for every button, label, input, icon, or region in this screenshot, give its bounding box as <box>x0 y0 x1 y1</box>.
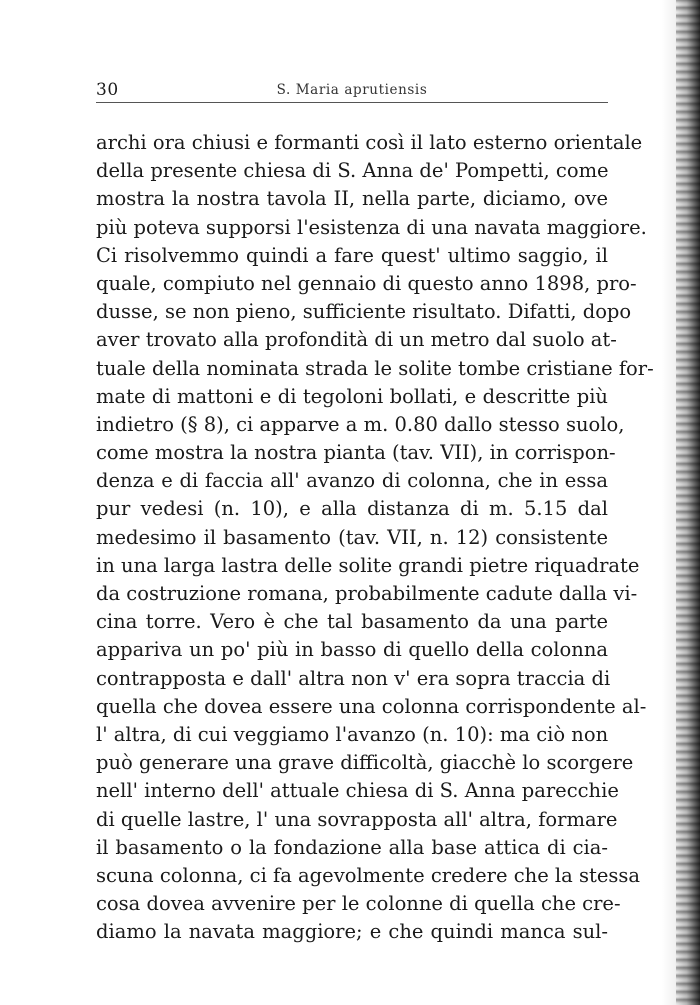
text-line: Ci risolvemmo quindi a fare quest' ultimo saggio, il <box>96 243 608 267</box>
text-line: in una larga lastra delle solite grandi pietre riquadrate <box>96 553 640 577</box>
text-line: contrapposta e dall' altra non v' era sopra traccia di <box>96 666 611 690</box>
text-line: dusse, se non pieno, sufficiente risultato. Difatti, dopo <box>96 300 632 324</box>
text-line: mostra la nostra tavola II, nella parte, diciamo, ove <box>96 187 608 211</box>
text-line: medesimo il basamento (tav. VII, n. 12) consistente <box>96 525 608 549</box>
body-text <box>96 129 654 946</box>
text-line: diamo la navata maggiore; e che quindi manca sul- <box>96 920 608 944</box>
page-header <box>96 80 608 102</box>
text-line: cina torre. Vero è che tal basamento da una parte <box>96 610 608 634</box>
text-line: della presente chiesa di S. Anna de' Pompetti, come <box>96 159 609 183</box>
text-line: pur vedesi (n. 10), e alla distanza di m. 5.15 dal <box>96 497 608 521</box>
text-line: come mostra la nostra pianta (tav. VII), in corrispon- <box>96 441 616 465</box>
running-head: S. Maria aprutiensis <box>276 82 428 98</box>
text-line: mate di mattoni e di tegoloni bollati, e descritte più <box>96 384 608 408</box>
text-line: aver trovato alla profondità di un metro dal suolo at- <box>96 328 617 352</box>
text-line: di quelle lastre, l' una sovrapposta all' altra, formare <box>96 807 618 831</box>
text-line: appariva un po' più in basso di quello della colonna <box>96 638 608 662</box>
text-line: più poteva supporsi l'esistenza di una navata maggiore. <box>96 215 647 239</box>
text-line: denza e di faccia all' avanzo di colonna, che in essa <box>96 469 608 493</box>
text-line: cosa dovea avvenire per le colonne di quella che cre- <box>96 892 621 916</box>
text-line: indietro (§ 8), ci apparve a m. 0.80 dallo stesso suolo, <box>96 412 625 436</box>
page-number: 30 <box>96 80 119 100</box>
text-line: da costruzione romana, probabilmente cadute dalla vi- <box>96 582 638 605</box>
text-line: può generare una grave difficoltà, giacchè lo scorgere <box>96 751 634 775</box>
text-line: quale, compiuto nel gennaio di questo anno 1898, pro- <box>96 271 637 295</box>
text-line: archi ora chiusi e formanti così il lato esterno orientale <box>96 131 643 154</box>
header-rule <box>96 102 608 103</box>
text-line: l' altra, di cui veggiamo l'avanzo (n. 10): ma ciò non <box>96 722 609 746</box>
page-binding-edge <box>662 0 700 1005</box>
text-line: nell' interno dell' attuale chiesa di S. Anna parecchie <box>96 779 619 803</box>
text-line: scuna colonna, ci fa agevolmente credere che la stessa <box>96 863 641 887</box>
text-line: tuale della nominata strada le solite tombe cristiane for- <box>96 356 654 380</box>
text-line: quella che dovea essere una colonna corrispondente al- <box>96 694 647 718</box>
text-line: il basamento o la fondazione alla base attica di cia- <box>96 835 608 859</box>
